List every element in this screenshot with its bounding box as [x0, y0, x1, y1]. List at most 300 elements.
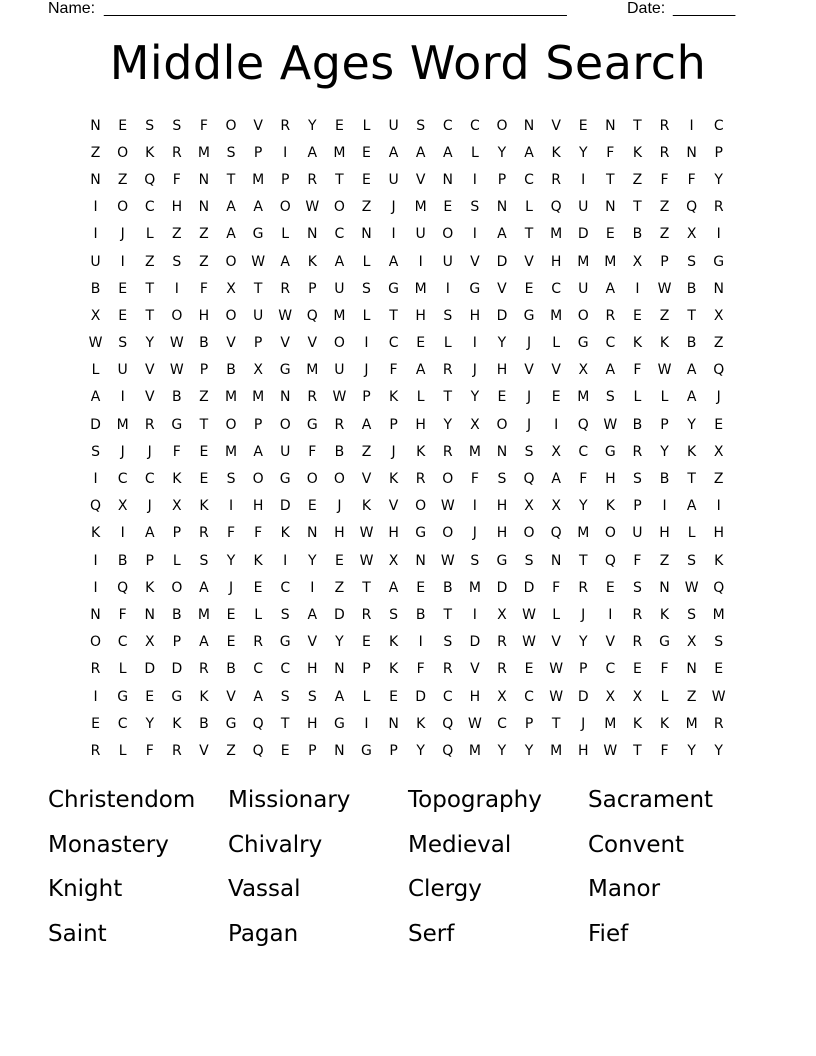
grid-letter: R	[659, 117, 670, 134]
grid-letter: C	[524, 688, 534, 705]
grid-letter: F	[172, 171, 181, 188]
grid-letter: O	[442, 226, 454, 243]
grid-letter: K	[659, 335, 670, 352]
grid-letter: K	[416, 443, 426, 460]
grid-letter: G	[279, 634, 291, 651]
grid-letter: S	[687, 253, 697, 270]
grid-letter: X	[713, 307, 724, 324]
grid-letter: T	[253, 280, 263, 297]
grid-letter: A	[524, 144, 534, 161]
word-list-item: Pagan	[228, 920, 299, 947]
grid-letter: F	[660, 661, 669, 678]
grid-letter: R	[90, 661, 101, 678]
grid-letter: S	[172, 253, 182, 270]
grid-letter: U	[90, 253, 101, 270]
grid-letter: Q	[604, 552, 616, 569]
grid-letter: A	[334, 688, 345, 705]
grid-letter: B	[172, 389, 182, 406]
grid-row	[82, 656, 732, 683]
grid-letter: H	[496, 498, 508, 515]
grid-letter: Y	[578, 634, 588, 651]
grid-letter: Z	[659, 552, 670, 569]
grid-letter: A	[686, 389, 697, 406]
grid-letter: M	[252, 389, 265, 406]
grid-letter: A	[199, 579, 209, 596]
grid-letter: S	[280, 606, 290, 623]
grid-letter: Q	[442, 742, 454, 759]
grid-letter: T	[578, 552, 588, 569]
grid-letter: M	[604, 253, 617, 270]
grid-letter: J	[228, 579, 234, 596]
grid-letter: V	[307, 634, 318, 651]
grid-letter: S	[470, 199, 480, 216]
grid-letter: K	[388, 471, 399, 488]
grid-letter: D	[577, 688, 589, 705]
grid-row	[82, 248, 732, 275]
word-list-item: Saint	[48, 920, 107, 947]
grid-row	[82, 601, 732, 628]
name-label: Name:	[48, 0, 96, 17]
grid-letter: O	[252, 471, 264, 488]
grid-row	[82, 112, 732, 139]
grid-row	[82, 493, 732, 520]
grid-letter: M	[333, 144, 346, 161]
grid-letter: H	[496, 525, 508, 542]
grid-letter: A	[226, 226, 236, 243]
grid-letter: E	[226, 606, 236, 623]
grid-letter: A	[253, 688, 263, 705]
word-list-item: Christendom	[48, 787, 196, 814]
word-list	[48, 778, 768, 956]
grid-letter: B	[442, 579, 453, 596]
grid-letter: K	[632, 335, 643, 352]
grid-letter: Y	[524, 742, 534, 759]
grid-letter: J	[581, 715, 586, 732]
grid-letter: L	[91, 362, 100, 379]
grid-letter: G	[117, 688, 129, 705]
grid-letter: N	[713, 280, 724, 297]
grid-letter: Y	[145, 715, 155, 732]
grid-letter: Y	[308, 117, 317, 134]
grid-letter: O	[225, 117, 237, 134]
grid-letter: A	[388, 144, 399, 161]
grid-letter: E	[551, 389, 561, 406]
grid-letter: P	[145, 552, 154, 569]
grid-letter: V	[605, 634, 616, 651]
grid-letter: T	[687, 471, 696, 488]
grid-letter: L	[552, 606, 561, 623]
grid-letter: K	[687, 443, 697, 460]
grid-letter: F	[416, 661, 425, 678]
grid-letter: G	[496, 552, 508, 569]
grid-letter: E	[362, 634, 371, 651]
grid-letter: N	[550, 552, 562, 569]
grid-letter: G	[388, 280, 399, 297]
grid-letter: V	[307, 335, 318, 352]
grid-letter: R	[361, 606, 372, 623]
grid-letter: T	[633, 199, 642, 216]
date-blank-line: _______	[673, 0, 736, 17]
grid-letter: M	[116, 416, 129, 433]
grid-letter: I	[120, 253, 125, 270]
grid-letter: A	[253, 443, 263, 460]
grid-letter: S	[470, 552, 480, 569]
grid-letter: M	[333, 307, 346, 324]
grid-row	[82, 737, 732, 764]
grid-letter: Y	[335, 634, 344, 651]
grid-letter: H	[334, 525, 345, 542]
grid-letter: M	[468, 443, 481, 460]
grid-letter: D	[496, 579, 508, 596]
grid-letter: S	[145, 117, 155, 134]
grid-letter: P	[199, 362, 209, 379]
grid-letter: M	[577, 253, 590, 270]
grid-letter: A	[334, 253, 345, 270]
grid-letter: X	[172, 498, 182, 515]
grid-letter: A	[280, 253, 290, 270]
grid-letter: K	[361, 498, 372, 515]
grid-letter: O	[604, 525, 616, 542]
grid-letter: I	[635, 280, 640, 297]
grid-letter: F	[172, 443, 181, 460]
date-label: Date:	[627, 0, 666, 17]
grid-letter: M	[224, 443, 238, 460]
grid-letter: H	[605, 471, 616, 488]
grid-letter: A	[388, 253, 399, 270]
grid-letter: L	[633, 389, 642, 406]
grid-letter: Z	[361, 443, 372, 460]
grid-letter: V	[226, 688, 236, 705]
grid-letter: A	[307, 144, 318, 161]
grid-letter: M	[224, 389, 238, 406]
grid-letter: M	[550, 307, 563, 324]
grid-letter: W	[603, 416, 618, 433]
grid-letter: O	[171, 307, 183, 324]
grid-letter: E	[524, 661, 534, 678]
grid-letter: E	[199, 471, 209, 488]
grid-letter: G	[577, 335, 589, 352]
grid-letter: F	[687, 171, 696, 188]
grid-letter: K	[416, 715, 426, 732]
grid-letter: O	[496, 416, 508, 433]
grid-letter: V	[470, 253, 480, 270]
grid-letter: S	[524, 443, 534, 460]
grid-letter: J	[526, 335, 532, 352]
grid-letter: G	[279, 362, 291, 379]
grid-letter: T	[145, 307, 155, 324]
grid-letter: C	[442, 688, 453, 705]
grid-letter: T	[633, 742, 642, 759]
grid-letter: M	[197, 606, 210, 623]
grid-letter: U	[442, 253, 453, 270]
grid-letter: F	[254, 525, 263, 542]
grid-letter: U	[334, 362, 345, 379]
grid-letter: N	[415, 552, 426, 569]
grid-letter: N	[523, 117, 535, 134]
grid-row	[82, 574, 732, 601]
grid-letter: E	[118, 117, 128, 134]
grid-letter: E	[443, 199, 453, 216]
grid-letter: K	[659, 606, 670, 623]
grid-letter: Q	[306, 307, 318, 324]
grid-letter: D	[496, 307, 508, 324]
grid-letter: F	[118, 606, 127, 623]
page-title: Middle Ages Word Search	[109, 36, 707, 90]
grid-row	[82, 547, 732, 574]
grid-row	[82, 629, 732, 656]
grid-letter: E	[307, 498, 317, 515]
grid-letter: Q	[252, 715, 264, 732]
grid-letter: O	[171, 579, 183, 596]
grid-letter: V	[388, 498, 399, 515]
grid-letter: H	[496, 362, 508, 379]
grid-letter: X	[524, 498, 534, 515]
grid-letter: K	[388, 389, 399, 406]
grid-letter: I	[93, 579, 98, 596]
grid-letter: B	[172, 606, 182, 623]
word-list-item: Clergy	[408, 876, 482, 903]
grid-letter: M	[604, 715, 617, 732]
grid-letter: I	[120, 525, 125, 542]
grid-letter: T	[606, 171, 615, 188]
grid-letter: S	[416, 117, 426, 134]
grid-letter: K	[632, 144, 643, 161]
grid-letter: P	[524, 715, 534, 732]
grid-letter: Y	[578, 498, 588, 515]
grid-letter: H	[659, 525, 670, 542]
grid-letter: I	[472, 226, 477, 243]
grid-letter: M	[414, 280, 427, 297]
grid-letter: X	[686, 226, 697, 243]
grid-row	[82, 194, 732, 221]
word-list-item: Missionary	[228, 787, 351, 814]
grid-letter: M	[468, 579, 481, 596]
word-list-item: Vassal	[228, 876, 301, 903]
word-list-item: Manor	[588, 876, 661, 903]
grid-letter: P	[253, 144, 263, 161]
grid-letter: L	[145, 226, 154, 243]
grid-letter: G	[171, 416, 183, 433]
grid-letter: P	[172, 634, 182, 651]
grid-letter: H	[171, 199, 183, 216]
word-list-item: Fief	[588, 920, 629, 947]
grid-letter: W	[549, 688, 564, 705]
grid-letter: M	[550, 742, 563, 759]
grid-letter: E	[226, 634, 236, 651]
grid-letter: O	[225, 253, 237, 270]
grid-letter: C	[117, 634, 128, 651]
grid-row	[82, 139, 732, 166]
grid-letter: R	[415, 471, 426, 488]
grid-letter: Q	[90, 498, 102, 515]
grid-letter: T	[335, 171, 344, 188]
grid-letter: M	[685, 715, 698, 732]
grid-letter: Y	[714, 742, 723, 759]
grid-letter: D	[144, 661, 156, 678]
grid-letter: Z	[144, 253, 155, 270]
grid-letter: O	[333, 335, 345, 352]
grid-letter: G	[252, 226, 264, 243]
grid-letter: B	[659, 471, 670, 488]
grid-letter: P	[389, 742, 398, 759]
grid-letter: I	[120, 389, 125, 406]
grid-letter: I	[364, 335, 369, 352]
grid-letter: R	[334, 416, 345, 433]
grid-letter: E	[605, 226, 615, 243]
grid-letter: I	[472, 335, 477, 352]
grid-letter: C	[117, 471, 128, 488]
header	[48, 0, 748, 20]
grid-letter: Q	[523, 471, 535, 488]
grid-letter: F	[633, 552, 642, 569]
grid-letter: H	[307, 661, 318, 678]
grid-letter: J	[147, 443, 152, 460]
grid-letter: J	[526, 389, 532, 406]
grid-letter: C	[144, 199, 155, 216]
grid-letter: C	[497, 715, 507, 732]
grid-letter: P	[660, 416, 669, 433]
grid-letter: G	[415, 525, 427, 542]
grid-letter: W	[359, 552, 374, 569]
grid-letter: E	[334, 117, 344, 134]
grid-letter: W	[332, 389, 347, 406]
grid-letter: I	[93, 688, 98, 705]
grid-letter: V	[497, 280, 507, 297]
grid-letter: I	[716, 226, 721, 243]
grid-letter: J	[716, 389, 721, 406]
grid-letter: N	[90, 117, 101, 134]
grid-letter: Z	[686, 688, 697, 705]
grid-letter: P	[660, 253, 669, 270]
grid-letter: U	[578, 199, 589, 216]
grid-letter: W	[359, 525, 374, 542]
grid-letter: D	[171, 661, 183, 678]
grid-letter: L	[118, 661, 127, 678]
grid-letter: Z	[90, 144, 101, 161]
grid-letter: R	[199, 525, 209, 542]
grid-letter: H	[577, 742, 589, 759]
grid-letter: F	[226, 525, 236, 542]
grid-letter: U	[578, 280, 589, 297]
grid-row	[82, 465, 732, 492]
grid-letter: K	[605, 498, 615, 515]
grid-letter: O	[333, 471, 345, 488]
grid-letter: C	[605, 335, 616, 352]
grid-letter: Q	[713, 362, 725, 379]
grid-letter: G	[279, 471, 291, 488]
grid-letter: Y	[497, 335, 507, 352]
grid-letter: Q	[577, 416, 589, 433]
grid-letter: I	[608, 606, 613, 623]
grid-row	[82, 166, 732, 193]
grid-letter: R	[713, 199, 724, 216]
grid-letter: P	[253, 416, 263, 433]
grid-letter: W	[305, 199, 320, 216]
grid-letter: O	[523, 525, 535, 542]
grid-letter: N	[361, 226, 372, 243]
grid-letter: B	[686, 335, 697, 352]
grid-letter: Y	[416, 742, 425, 759]
grid-letter: M	[414, 199, 427, 216]
grid-letter: A	[415, 144, 426, 161]
grid-letter: U	[117, 362, 128, 379]
grid-letter: A	[605, 362, 616, 379]
grid-letter: E	[253, 579, 263, 596]
grid-letter: N	[307, 525, 318, 542]
grid-letter: P	[362, 389, 371, 406]
grid-letter: S	[632, 579, 642, 596]
grid-letter: R	[442, 362, 453, 379]
grid-letter: S	[443, 634, 453, 651]
grid-letter: L	[362, 688, 371, 705]
grid-letter: G	[171, 688, 183, 705]
grid-letter: C	[253, 661, 263, 678]
grid-letter: J	[581, 606, 586, 623]
grid-letter: N	[496, 443, 508, 460]
grid-letter: G	[333, 715, 345, 732]
grid-letter: S	[280, 688, 290, 705]
grid-letter: B	[226, 362, 236, 379]
grid-letter: Q	[117, 579, 129, 596]
grid-letter: M	[468, 742, 481, 759]
grid-letter: Z	[199, 253, 209, 270]
grid-letter: X	[632, 688, 643, 705]
word-list-row	[48, 867, 768, 912]
grid-letter: R	[605, 307, 616, 324]
grid-letter: A	[415, 362, 426, 379]
grid-letter: T	[280, 715, 290, 732]
grid-letter: W	[711, 688, 726, 705]
grid-letter: Z	[713, 335, 724, 352]
grid-letter: I	[445, 280, 450, 297]
grid-letter: C	[551, 280, 562, 297]
grid-letter: T	[524, 226, 534, 243]
grid-letter: C	[334, 226, 345, 243]
grid-letter: A	[226, 199, 236, 216]
grid-letter: V	[551, 634, 561, 651]
letter-grid	[82, 112, 732, 765]
grid-letter: C	[280, 579, 291, 596]
grid-letter: J	[337, 498, 342, 515]
grid-letter: Z	[659, 199, 670, 216]
grid-letter: S	[497, 471, 507, 488]
grid-letter: E	[362, 144, 371, 161]
grid-letter: Q	[144, 171, 156, 188]
grid-letter: Z	[632, 171, 643, 188]
grid-letter: Y	[497, 144, 507, 161]
grid-letter: M	[550, 226, 563, 243]
grid-letter: L	[660, 389, 669, 406]
word-list-item: Convent	[588, 831, 685, 858]
grid-letter: G	[604, 443, 616, 460]
grid-letter: V	[253, 117, 263, 134]
grid-letter: K	[172, 471, 182, 488]
grid-letter: F	[552, 579, 561, 596]
grid-letter: Y	[226, 552, 236, 569]
grid-letter: P	[308, 280, 317, 297]
grid-letter: K	[90, 525, 101, 542]
grid-letter: B	[117, 552, 128, 569]
grid-letter: H	[713, 525, 724, 542]
grid-letter: L	[443, 335, 452, 352]
grid-letter: I	[716, 498, 721, 515]
grid-letter: H	[198, 307, 210, 324]
grid-letter: G	[523, 307, 535, 324]
grid-letter: J	[364, 362, 369, 379]
grid-letter: Z	[361, 199, 372, 216]
grid-letter: X	[470, 416, 480, 433]
word-list-item: Serf	[408, 920, 455, 947]
